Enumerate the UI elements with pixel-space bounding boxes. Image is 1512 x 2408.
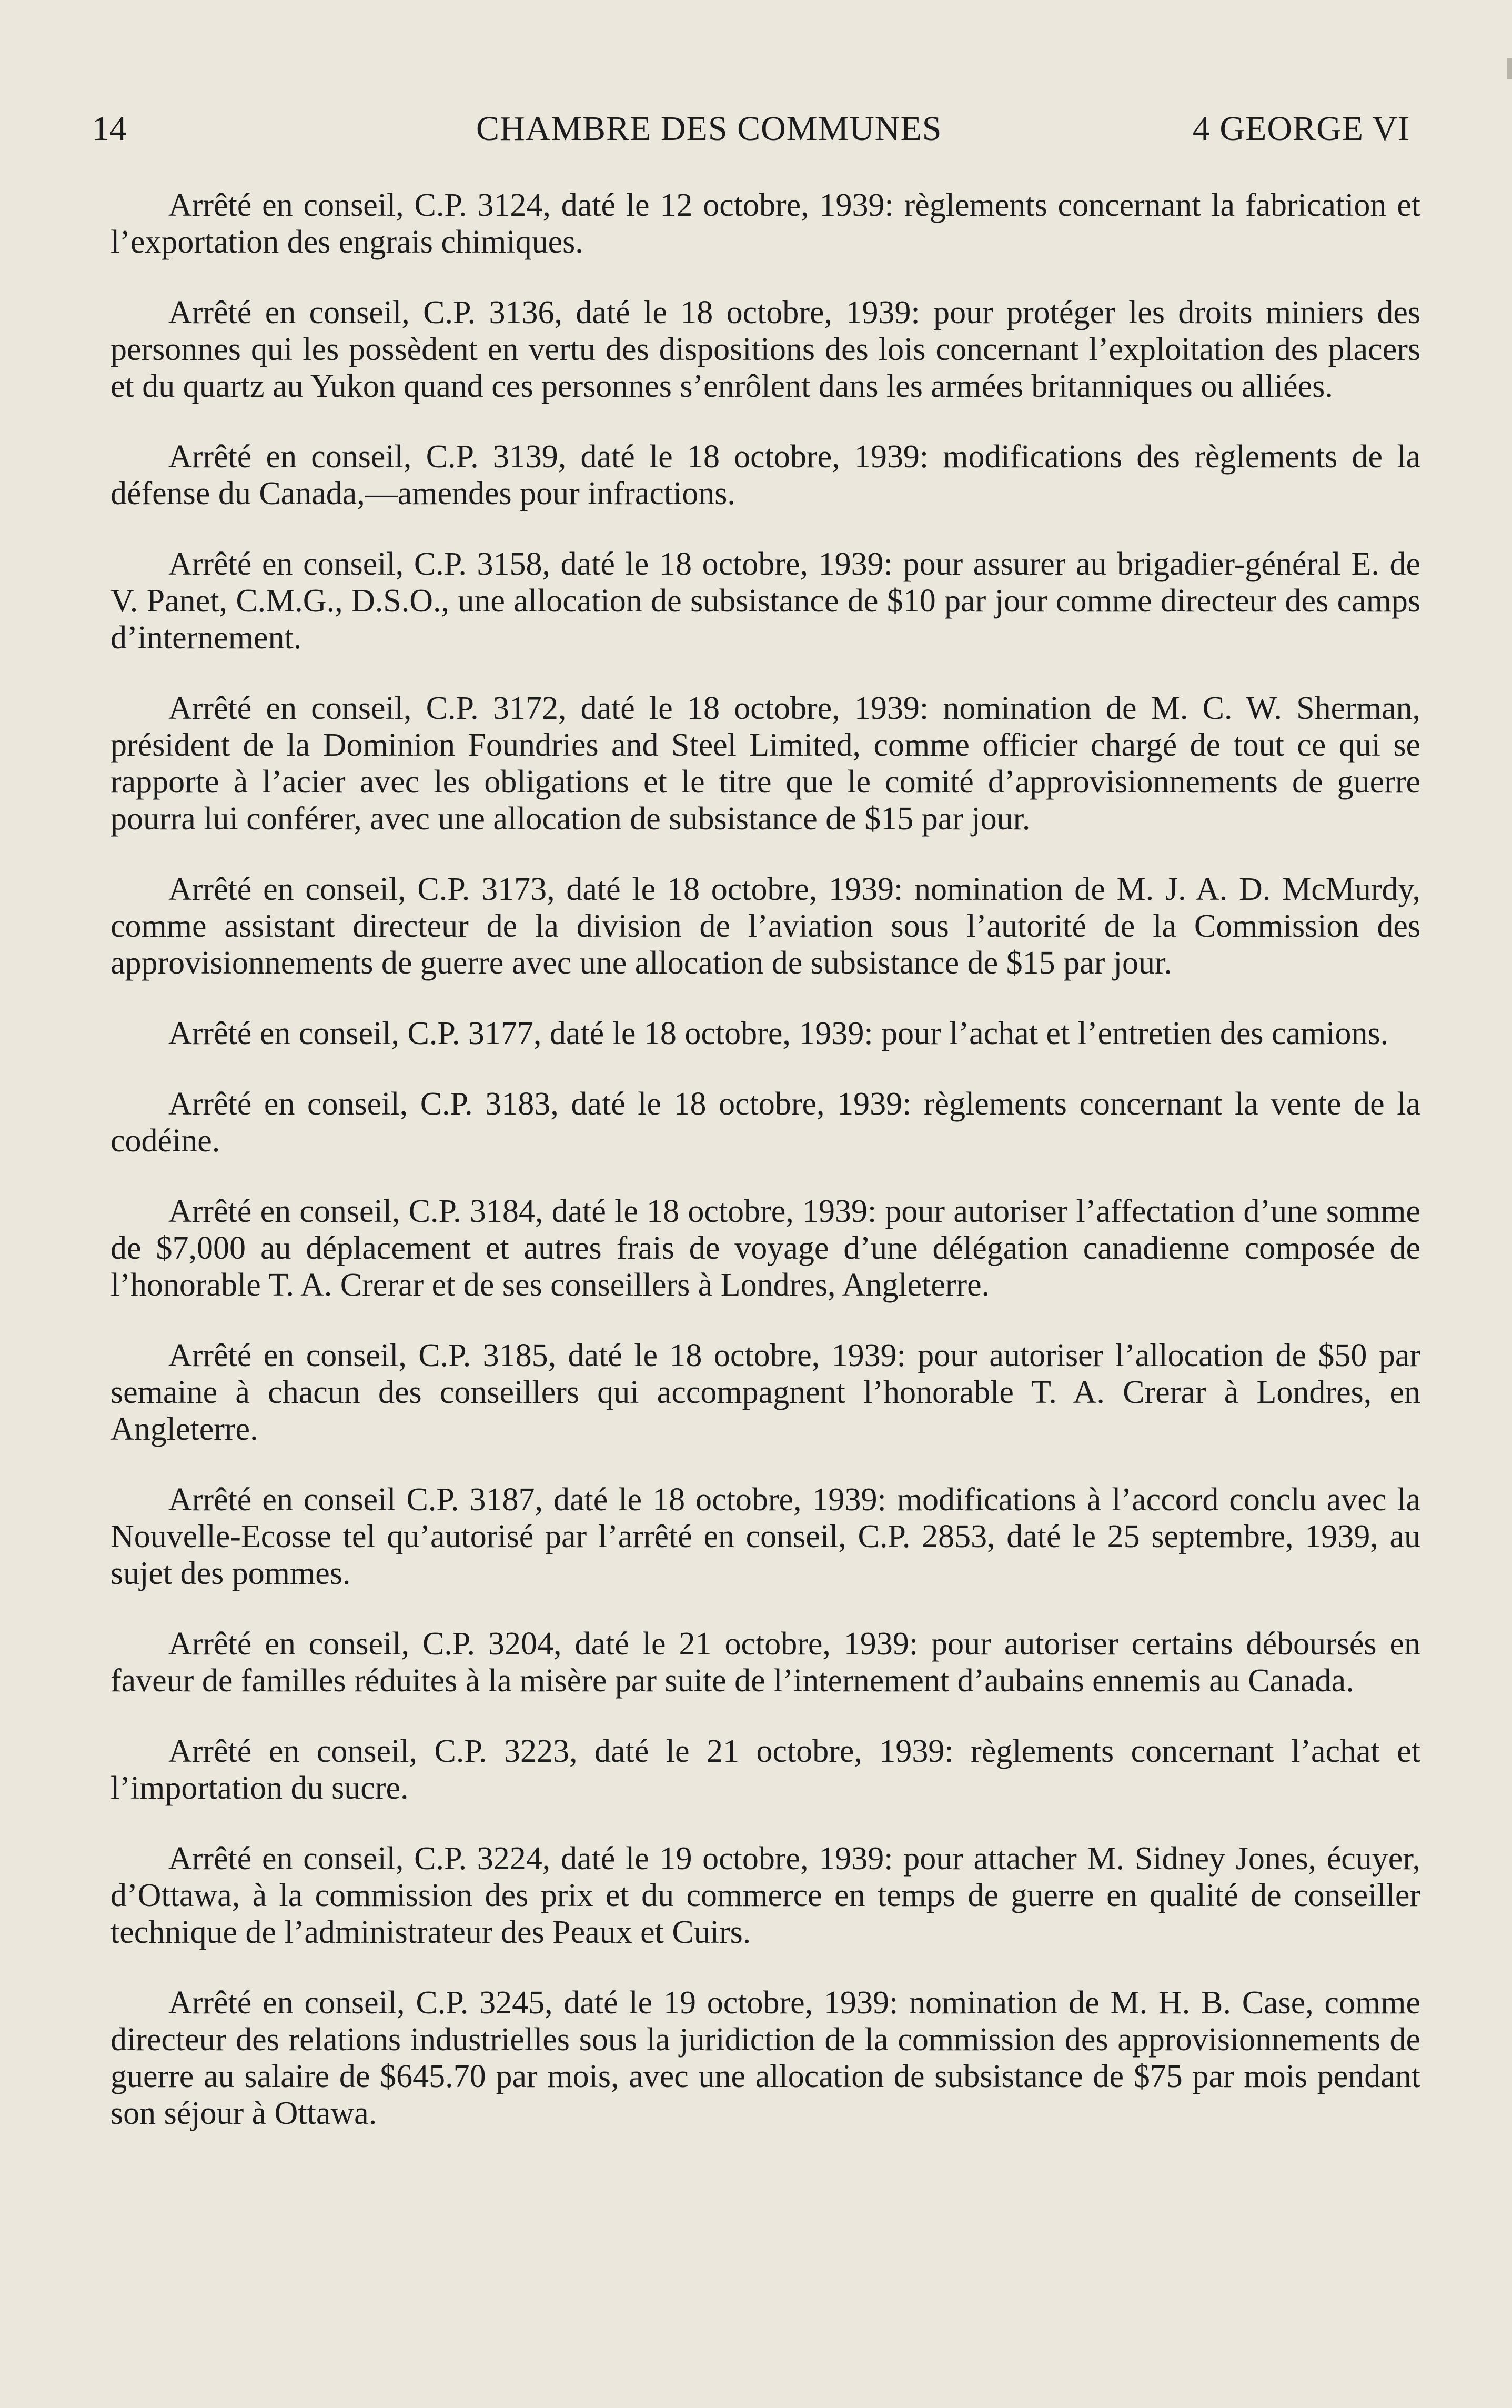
entry-cp-3185: Arrêté en conseil, C.P. 3185, daté le 18 octobre, 1939: pour autoriser l’allocation de $50 par semaine à chacun des conseillers qui accompagnent l’honorable T. A. Crerar à Londres, en Angleterre. bbox=[110, 1338, 1420, 1447]
page-number: 14 bbox=[92, 109, 127, 148]
entry-cp-3223: Arrêté en conseil, C.P. 3223, daté le 21 octobre, 1939: règlements concernant l’achat et l’importation du sucre. bbox=[110, 1733, 1420, 1806]
entry-cp-3172: Arrêté en conseil, C.P. 3172, daté le 18 octobre, 1939: nomination de M. C. W. Sherman, président de la Dominion Foundries and Steel Limited, comme officier chargé de tout ce qui se rapporte à l’acier avec les obligations et le titre que le comité d’approvisionnements de guerre pourra lui conférer, avec une allocation de subsistance de $15 par jour. bbox=[110, 690, 1420, 837]
entry-cp-3139: Arrêté en conseil, C.P. 3139, daté le 18 octobre, 1939: modifications des règlements de la défense du Canada,—amendes pour infractions. bbox=[110, 439, 1420, 511]
regnal-year: 4 GEORGE VI bbox=[1192, 109, 1410, 148]
entry-cp-3183: Arrêté en conseil, C.P. 3183, daté le 18 octobre, 1939: règlements concernant la vente de la codéine. bbox=[110, 1086, 1420, 1159]
page-edge-mark bbox=[1507, 58, 1512, 79]
entry-cp-3184: Arrêté en conseil, C.P. 3184, daté le 18 octobre, 1939: pour autoriser l’affectation d’une somme de $7,000 au déplacement et autres frais de voyage d’une délégation canadienne composée de l’honorable T. A. Crerar et de ses conseillers à Londres, Angleterre. bbox=[110, 1193, 1420, 1303]
running-title: CHAMBRE DES COMMUNES bbox=[476, 109, 942, 148]
entry-cp-3245: Arrêté en conseil, C.P. 3245, daté le 19 octobre, 1939: nomination de M. H. B. Case, comme directeur des relations industrielles sous la juridiction de la commission des approvisionnements de guerre au salaire de $645.70 par mois, avec une allocation de subsistance de $75 par mois pendant son séjour à Ottawa. bbox=[110, 1985, 1420, 2131]
entry-cp-3136: Arrêté en conseil, C.P. 3136, daté le 18 octobre, 1939: pour protéger les droits miniers des personnes qui les possèdent en vertu des dispositions des lois concernant l’exploitation des placers et du quartz au Yukon quand ces personnes s’enrôlent dans les armées britanniques ou alliées. bbox=[110, 295, 1420, 404]
order-in-council-list bbox=[110, 187, 1420, 2165]
entry-cp-3224: Arrêté en conseil, C.P. 3224, daté le 19 octobre, 1939: pour attacher M. Sidney Jones, écuyer, d’Ottawa, à la commission des prix et du commerce en temps de guerre en qualité de conseiller technique de l’administrateur des Peaux et Cuirs. bbox=[110, 1841, 1420, 1950]
entry-cp-3124: Arrêté en conseil, C.P. 3124, daté le 12 octobre, 1939: règlements concernant la fabrication et l’exportation des engrais chimiques. bbox=[110, 187, 1420, 260]
entry-cp-3204: Arrêté en conseil, C.P. 3204, daté le 21 octobre, 1939: pour autoriser certains déboursés en faveur de familles réduites à la misère par suite de l’internement d’aubains ennemis au Canada. bbox=[110, 1626, 1420, 1699]
entry-cp-3173: Arrêté en conseil, C.P. 3173, daté le 18 octobre, 1939: nomination de M. J. A. D. McMurdy, comme assistant directeur de la division de l’aviation sous l’autorité de la Commission des approvisionnements de guerre avec une allocation de subsistance de $15 par jour. bbox=[110, 871, 1420, 981]
entry-cp-3177: Arrêté en conseil, C.P. 3177, daté le 18 octobre, 1939: pour l’achat et l’entretien des camions. bbox=[168, 1016, 1389, 1051]
page-header bbox=[92, 105, 1410, 153]
entry-cp-3158: Arrêté en conseil, C.P. 3158, daté le 18 octobre, 1939: pour assurer au brigadier-général E. de V. Panet, C.M.G., D.S.O., une allocation de subsistance de $10 par jour comme directeur des camps d’internement. bbox=[110, 546, 1420, 656]
entry-cp-3187: Arrêté en conseil C.P. 3187, daté le 18 octobre, 1939: modifications à l’accord conclu avec la Nouvelle-Ecosse tel qu’autorisé par l’arrêté en conseil, C.P. 2853, daté le 25 septembre, 1939, au sujet des pommes. bbox=[110, 1482, 1420, 1591]
